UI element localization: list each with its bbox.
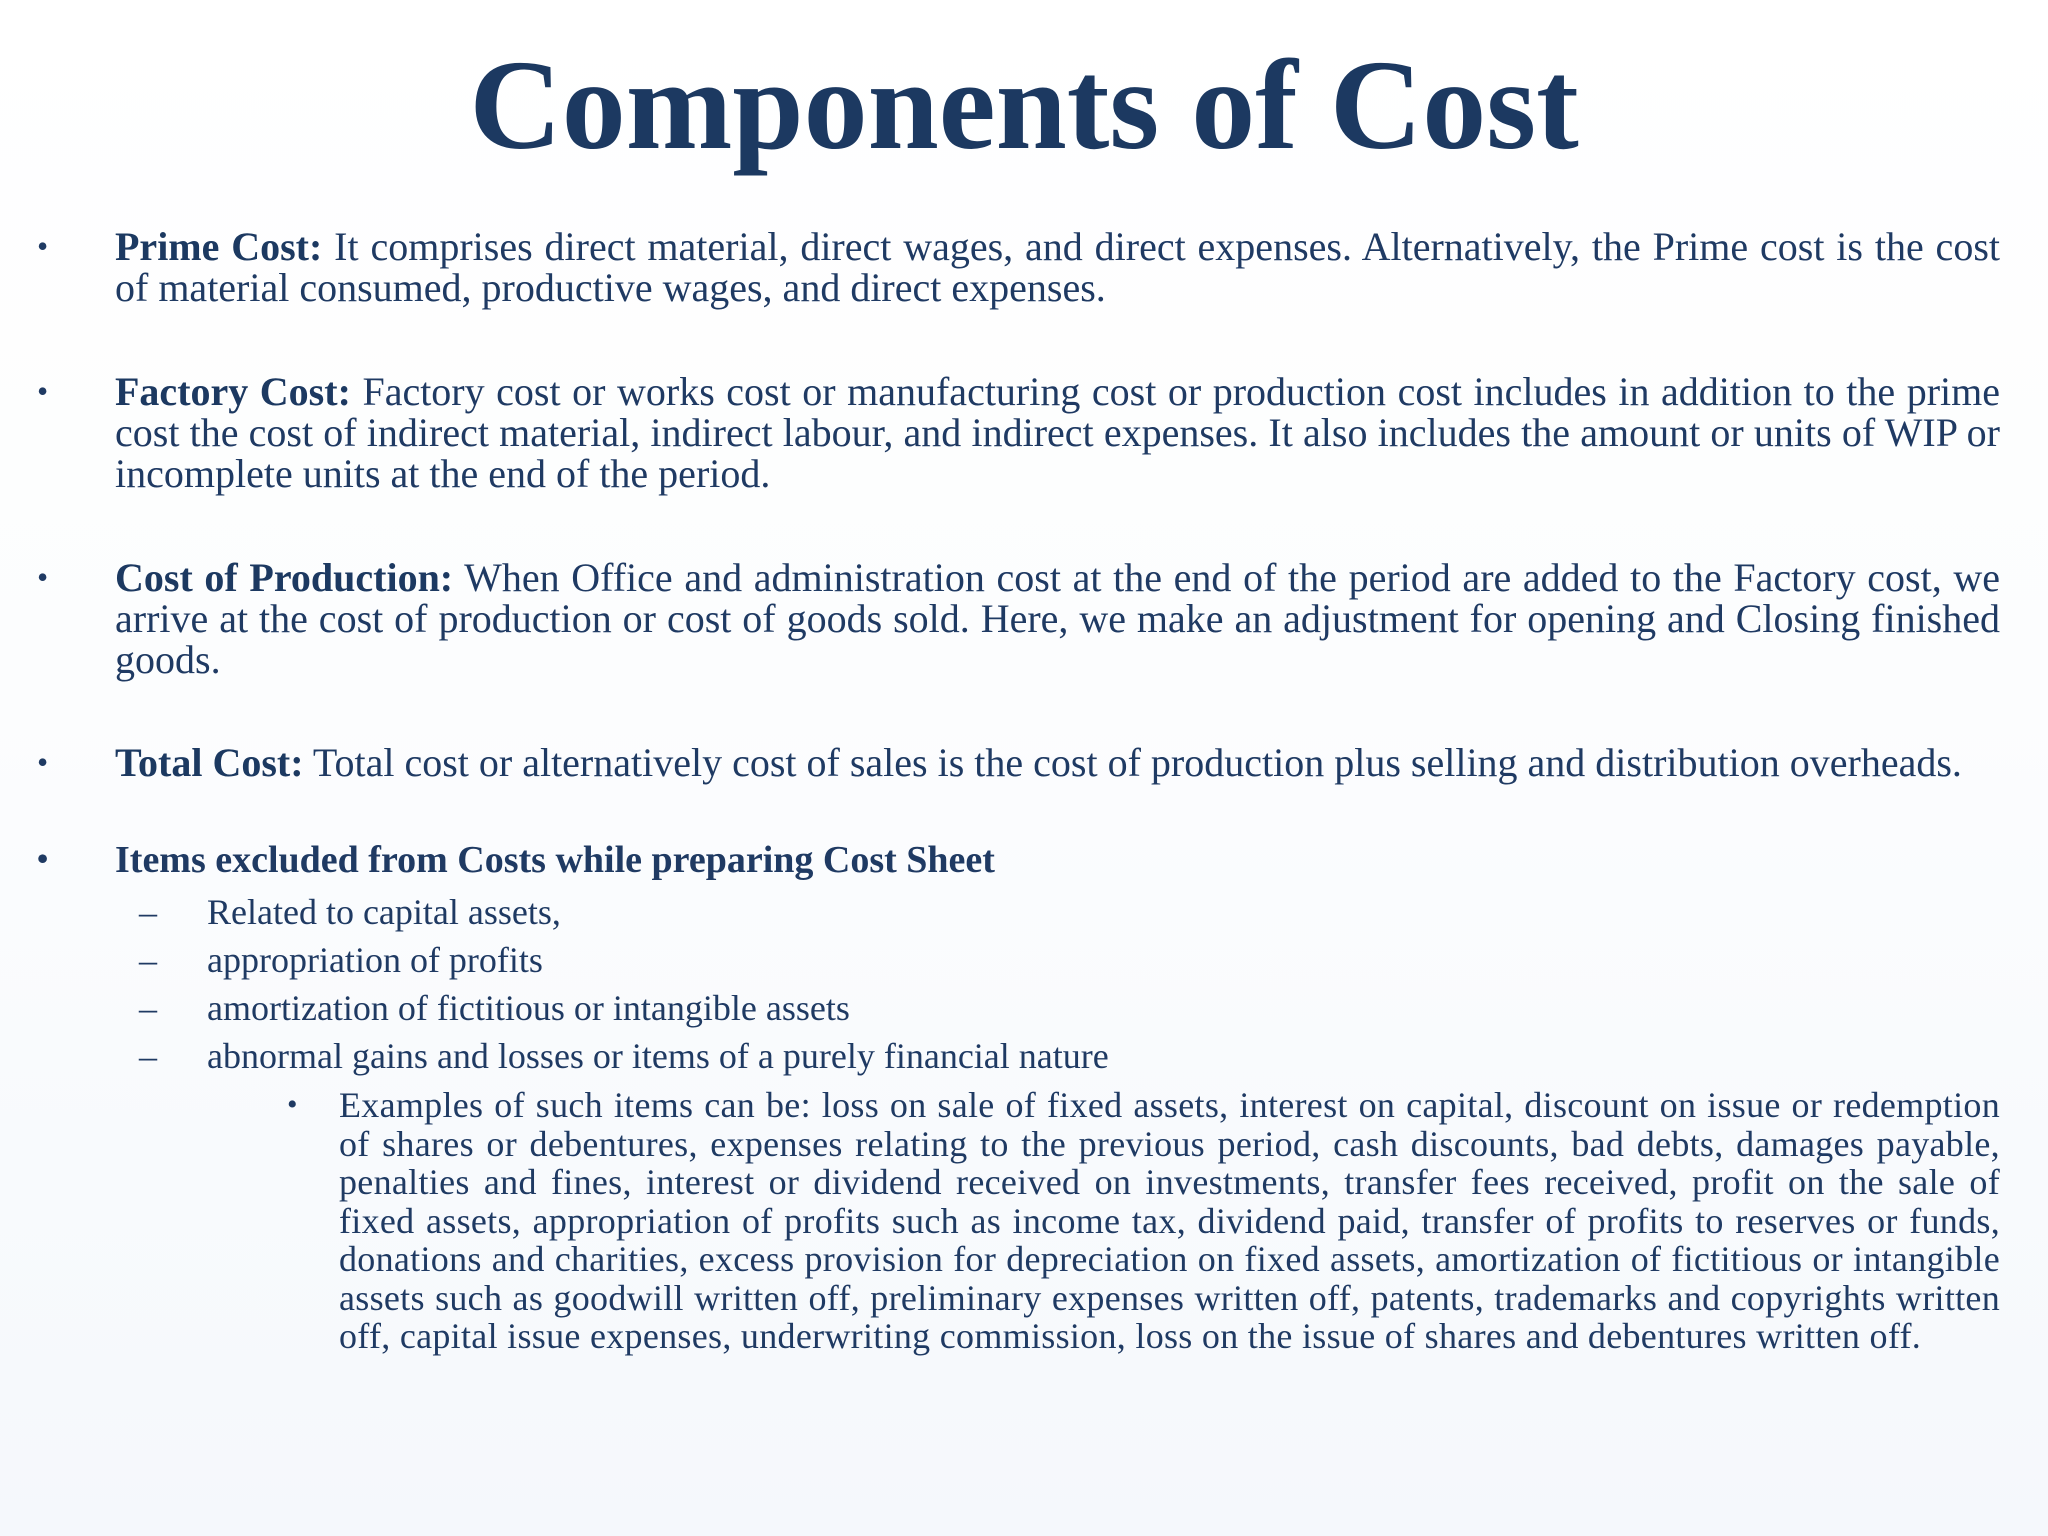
excluded-heading: Items excluded from Costs while preparing Cost Sheet <box>115 839 995 881</box>
bullet-marker: • <box>287 1088 298 1121</box>
bullet-factory-cost <box>37 371 2000 494</box>
definition-cost-of-production: When Office and administration cost at the end of the period are added to the Factory cost, we arrive at the cost of production or cost of goods sold. Here, we make an adjustment for opening and Closing finished goods. <box>115 555 2000 682</box>
examples-paragraph <box>287 1086 2000 1356</box>
term-cost-of-production: Cost of Production: <box>115 555 454 600</box>
sub-item <box>139 984 2000 1032</box>
dash-marker: – <box>139 940 157 980</box>
sub-item <box>139 936 2000 984</box>
bullet-prime-cost <box>37 226 2000 308</box>
bullet-marker: • <box>37 744 49 780</box>
slide-title: Components of Cost <box>469 34 1579 176</box>
sub-item-text: appropriation of profits <box>207 940 543 980</box>
term-total-cost: Total Cost: <box>115 740 304 785</box>
bullet-marker: • <box>37 559 49 595</box>
dash-marker: – <box>139 1036 157 1076</box>
dash-marker: – <box>139 988 157 1028</box>
bullet-list <box>37 226 2000 1356</box>
dash-marker: – <box>139 892 157 932</box>
term-prime-cost: Prime Cost: <box>115 224 323 269</box>
sub-item <box>139 1032 2000 1080</box>
excluded-sub-list <box>139 888 2000 1080</box>
sub-item-text: amortization of fictitious or intangible assets <box>207 988 850 1028</box>
sub-item-text: Related to capital assets, <box>207 892 561 932</box>
bullet-total-cost <box>37 742 2000 783</box>
bullet-cost-of-production <box>37 557 2000 680</box>
examples-text: Examples of such items can be: loss on sale of fixed assets, interest on capital, discount on issue or redemption of shares or debentures, expenses relating to the previous period, cash discounts, bad debts, damages payable, penalties and fines, interest or dividend received on investments, transfer fees received, profit on the sale of fixed assets, appropriation of profits such as income tax, dividend paid, transfer of profits to reserves or funds, donations and charities, excess provision for depreciation on fixed assets, amortization of fictitious or intangible assets such as goodwill written off, preliminary expenses written off, patents, trademarks and copyrights written off, capital issue expenses, underwriting commission, loss on the issue of shares and debentures written off. <box>339 1085 2000 1356</box>
bullet-marker: • <box>37 840 49 876</box>
definition-prime-cost: It comprises direct material, direct wages, and direct expenses. Alternatively, the Prime cost is the cost of material consumed, productive wages, and direct expenses. <box>115 224 2000 310</box>
sub-item-text: abnormal gains and losses or items of a purely financial nature <box>207 1036 1109 1076</box>
bullet-marker: • <box>37 373 49 409</box>
bullet-excluded-items <box>37 838 2000 882</box>
definition-total-cost: Total cost or alternatively cost of sales is the cost of production plus selling and distribution overheads. <box>303 740 1962 785</box>
definition-factory-cost: Factory cost or works cost or manufacturing cost or production cost includes in addition to the prime cost the cost of indirect material, indirect labour, and indirect expenses. It also includes the amount or units of WIP or incomplete units at the end of the period. <box>115 369 2000 496</box>
sub-item <box>139 888 2000 936</box>
bullet-marker: • <box>37 228 49 264</box>
term-factory-cost: Factory Cost: <box>115 369 351 414</box>
